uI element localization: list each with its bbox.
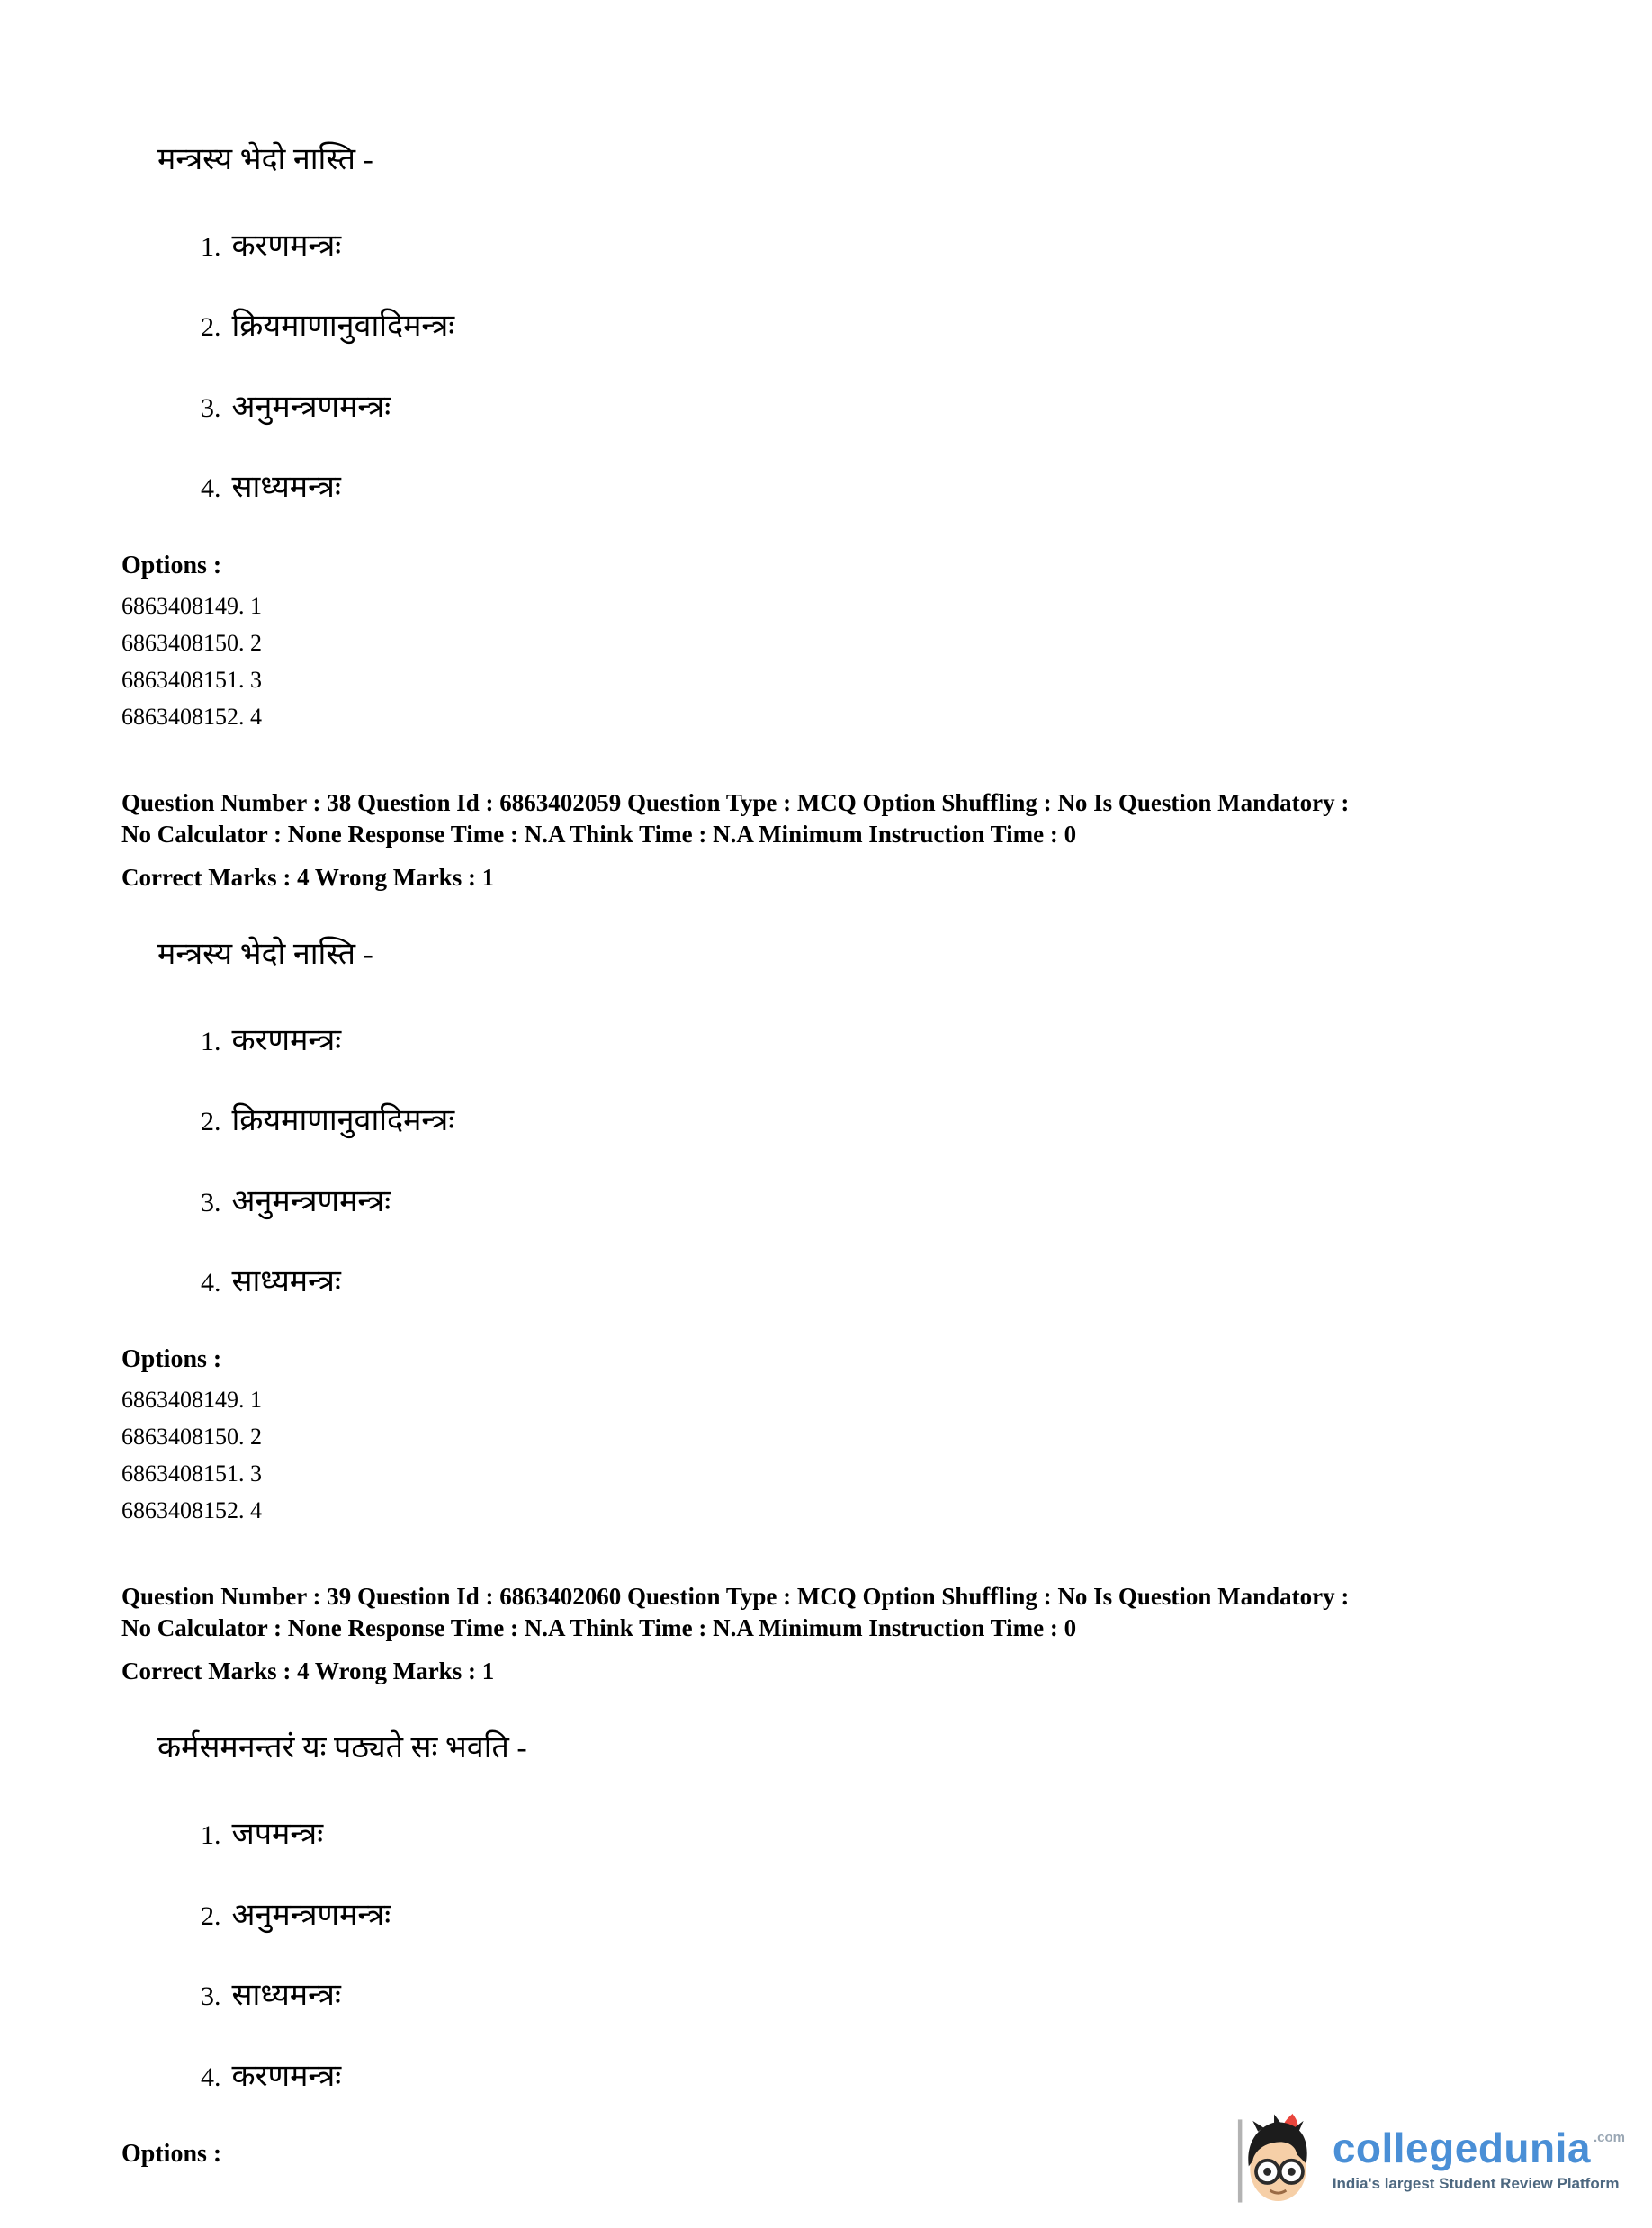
brand-tagline: India's largest Student Review Platform [1332, 2174, 1620, 2192]
options-heading: Options : [121, 551, 222, 579]
choice-item [201, 2060, 1544, 2093]
choice-item [201, 391, 1544, 424]
option-id-line: 6863408149. 1 [121, 592, 262, 619]
question-meta-38 [121, 787, 1544, 894]
question-marks-line: Correct Marks : 4 Wrong Marks : 1 [121, 1658, 495, 1685]
choice-number: 3. [201, 1187, 221, 1217]
brand-text [1332, 2124, 1625, 2193]
choice-number: 3. [201, 392, 221, 423]
choice-text: करणमन्त्रः [231, 2059, 342, 2093]
choice-text: क्रियमाणानुवादिमन्त्रः [231, 1104, 455, 1138]
question-meta-line: No Calculator : None Response Time : N.A Think Time : N.A Minimum Instruction Time : 0 [121, 1614, 1077, 1642]
option-id-line: 6863408152. 4 [121, 1497, 262, 1524]
choice-text: साध्यमन्त्रः [231, 1264, 341, 1298]
question-meta-line: No Calculator : None Response Time : N.A Think Time : N.A Minimum Instruction Time : 0 [121, 820, 1077, 848]
choice-number: 4. [201, 473, 221, 504]
collegedunia-mascot-icon [1234, 2113, 1320, 2206]
choice-item [201, 471, 1544, 504]
choice-item [201, 1899, 1544, 1932]
choice-list [201, 229, 1544, 505]
collegedunia-logo [1234, 2113, 1625, 2206]
option-id-line: 6863408151. 3 [121, 666, 262, 693]
choice-item [201, 1265, 1544, 1298]
question-block-top [121, 142, 1544, 735]
brand-name-row [1332, 2124, 1625, 2171]
choice-item [201, 1979, 1544, 2012]
choice-text: क्रियमाणानुवादिमन्त्रः [231, 310, 455, 344]
choice-item [201, 1185, 1544, 1218]
choice-number: 2. [201, 1900, 221, 1931]
options-heading: Options : [121, 2139, 222, 2168]
option-id-list [121, 588, 1544, 735]
options-heading: Options : [121, 1345, 222, 1374]
option-id-line: 6863408149. 1 [121, 1387, 262, 1414]
question-marks-line: Correct Marks : 4 Wrong Marks : 1 [121, 863, 495, 891]
option-id-line: 6863408152. 4 [121, 703, 262, 730]
question-block-38 [121, 937, 1544, 1530]
choice-list [201, 1024, 1544, 1299]
choice-item [201, 229, 1544, 263]
choice-list [201, 1818, 1544, 2093]
choice-item [201, 1024, 1544, 1057]
choice-item [201, 310, 1544, 343]
choice-text: जपमन्त्रः [231, 1818, 324, 1852]
choice-number: 2. [201, 1107, 221, 1137]
option-id-list [121, 1381, 1544, 1529]
choice-number: 1. [201, 1820, 221, 1851]
choice-text: अनुमन्त्रणमन्त्रः [231, 1184, 391, 1218]
choice-number: 1. [201, 1026, 221, 1056]
question-meta-line: Question Number : 39 Question Id : 6863402060 Question Type : MCQ Option Shuffling : No Is Question Mandatory : [121, 1583, 1350, 1611]
choice-number: 1. [201, 232, 221, 263]
choice-text: अनुमन्त्रणमन्त्रः [231, 1898, 391, 1932]
option-id-line: 6863408150. 2 [121, 629, 262, 656]
question-text: मन्त्रस्य भेदो नास्ति - [157, 143, 373, 176]
choice-text: साध्यमन्त्रः [231, 471, 341, 505]
option-id-line: 6863408151. 3 [121, 1460, 262, 1487]
choice-text: अनुमन्त्रणमन्त्रः [231, 390, 391, 424]
choice-item [201, 1818, 1544, 1851]
question-meta-39 [121, 1581, 1544, 1687]
choice-number: 2. [201, 312, 221, 343]
choice-item [201, 1104, 1544, 1137]
choice-number: 4. [201, 2062, 221, 2092]
question-text: मन्त्रस्य भेदो नास्ति - [157, 937, 373, 971]
brand-name: collegedunia [1332, 2124, 1591, 2171]
option-id-line: 6863408150. 2 [121, 1424, 262, 1451]
choice-text: करणमन्त्रः [231, 229, 342, 264]
brand-suffix: .com [1593, 2129, 1625, 2145]
question-block-39 [121, 1730, 1544, 2169]
choice-number: 4. [201, 1267, 221, 1298]
question-text: कर्मसमनन्तरं यः पठ्यते सः भवति - [157, 1731, 527, 1765]
choice-text: करणमन्त्रः [231, 1023, 342, 1057]
question-meta-line: Question Number : 38 Question Id : 6863402059 Question Type : MCQ Option Shuffling : No Is Question Mandatory : [121, 788, 1350, 816]
choice-text: साध्यमन्त्रः [231, 1979, 341, 2013]
choice-number: 3. [201, 1981, 221, 2012]
